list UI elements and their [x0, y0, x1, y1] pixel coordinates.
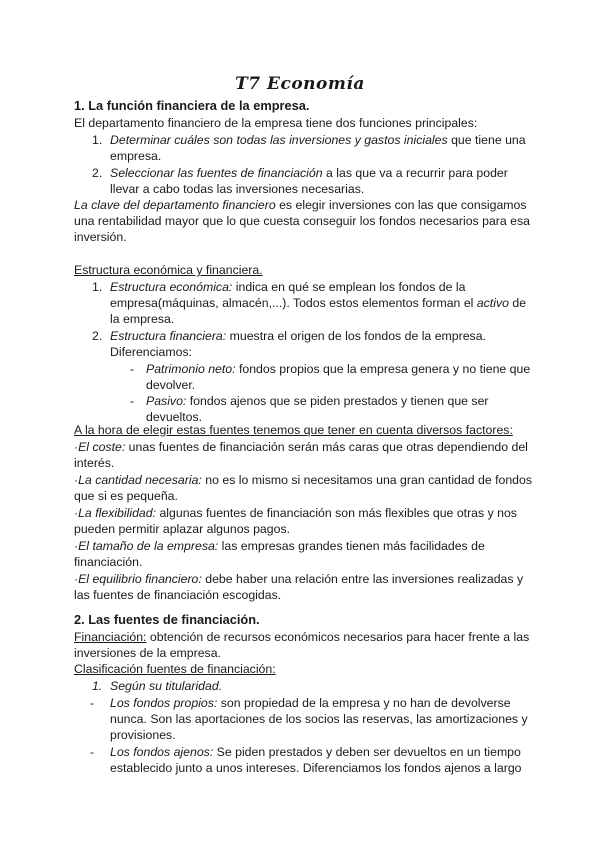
factor-flexibility	[74, 505, 517, 521]
classification-item-1: Según su titularidad.	[110, 679, 223, 693]
economic-structure-text-a: empresa(máquinas, almacén,...). Todos estos elementos forman el	[110, 296, 477, 310]
key-paragraph	[74, 197, 527, 213]
own-funds-text-cont-1: nunca. Son las aportaciones de los socios las reservas, las amortizaciones y	[110, 712, 528, 726]
factor-cost-cont: interés.	[74, 456, 115, 470]
own-funds-text: son propiedad de la empresa y no han de devolverse	[217, 696, 511, 710]
financial-structure-text-cont: Diferenciamos:	[110, 345, 193, 359]
list-number: 2.	[92, 166, 103, 180]
financial-structure-term: Estructura financiera:	[110, 329, 227, 343]
list-item-external-funds	[110, 744, 521, 760]
factor-flexibility-text: algunas fuentes de financiación son más flexibles que otras y nos	[156, 506, 517, 520]
external-funds-text-cont: establecido junto a unos intereses. Diferenciamos los fondos ajenos a largo	[110, 761, 522, 775]
factor-amount-cont: que si es pequeña.	[74, 489, 178, 503]
financing-text-cont: inversiones de la empresa.	[74, 646, 221, 660]
section-1-heading: 1. La función financiera de la empresa.	[74, 98, 310, 113]
factor-cost-term: ·El coste:	[74, 440, 126, 454]
economic-structure-text-end: la empresa.	[110, 312, 175, 326]
function-2-term: Seleccionar las fuentes de financiación	[110, 166, 323, 180]
list-number: 1.	[92, 280, 103, 294]
factor-cost-text: unas fuentes de financiación serán más caras que otras dependiendo del	[125, 440, 528, 454]
classification-heading: Clasificación fuentes de financiación:	[74, 662, 276, 676]
factor-flexibility-term: ·La flexibilidad:	[74, 506, 157, 520]
factor-flexibility-cont: pueden permitir aplazar algunos pagos.	[74, 522, 291, 536]
list-number: 1.	[92, 679, 103, 693]
function-2-text: a las que va a recurrir para poder	[322, 166, 508, 180]
factor-balance-text: debe haber una relación entre las inversiones realizadas y	[201, 572, 524, 586]
dash-bullet: -	[130, 394, 135, 408]
key-text-cont-1: una rentabilidad mayor que lo que cuesta conseguir los fondos necesarios para esa	[74, 214, 530, 228]
patrimonio-neto-term: Patrimonio neto:	[146, 362, 236, 376]
structure-heading: Estructura económica y financiera.	[74, 263, 263, 277]
factor-size-term: ·El tamaño de la empresa:	[74, 539, 219, 553]
economic-structure-text-b: de	[508, 296, 527, 310]
financing-term: Financiación:	[74, 630, 147, 644]
factor-amount-term: ·La cantidad necesaria:	[74, 473, 202, 487]
list-item-pasivo	[146, 393, 489, 409]
dash-bullet: -	[90, 696, 95, 710]
list-item-function-2	[110, 165, 508, 181]
list-item-patrimonio-neto	[146, 361, 530, 377]
factor-balance-cont: las fuentes de financiación escogidas.	[74, 588, 282, 602]
factor-size-cont: financiación.	[74, 555, 143, 569]
own-funds-text-cont-2: provisiones.	[110, 728, 176, 742]
function-1-text: que tiene una	[447, 133, 526, 147]
factor-amount-text: no es lo mismo si necesitamos una gran cantidad de fondos	[201, 473, 532, 487]
economic-structure-text: indica en qué se emplean los fondos de la	[232, 280, 466, 294]
function-2-text-cont: llevar a cabo todas las inversiones necesarias.	[110, 182, 365, 196]
key-term: La clave del departamento financiero	[74, 198, 276, 212]
key-text-cont-2: inversión.	[74, 230, 127, 244]
page-title: T7 Economía	[235, 74, 365, 94]
pasivo-term: Pasivo:	[146, 394, 187, 408]
factor-balance-term: ·El equilibrio financiero:	[74, 572, 202, 586]
list-item-economic-structure	[110, 279, 465, 295]
list-item-function-1	[110, 132, 526, 148]
external-funds-text: Se piden prestados y deben ser devueltos en un tiempo	[213, 745, 521, 759]
financing-definition	[74, 629, 529, 645]
patrimonio-neto-text: fondos propios que la empresa genera y no tiene que	[235, 362, 531, 376]
activo-term: activo	[476, 296, 509, 310]
external-funds-term: Los fondos ajenos:	[110, 745, 214, 759]
factor-amount	[74, 472, 532, 488]
economic-structure-term: Estructura económica:	[110, 280, 233, 294]
factors-heading: A la hora de elegir estas fuentes tenemos que tener en cuenta diversos factores:	[74, 423, 513, 437]
pasivo-text-cont: devueltos.	[146, 410, 203, 424]
section-2-heading: 2. Las fuentes de financiación.	[74, 612, 260, 627]
factor-size	[74, 538, 485, 554]
dash-bullet: -	[130, 362, 135, 376]
list-number: 2.	[92, 329, 103, 343]
function-1-term: Determinar cuáles son todas las inversiones y gastos iniciales	[110, 133, 448, 147]
financial-structure-text: muestra el origen de los fondos de la empresa.	[226, 329, 486, 343]
patrimonio-neto-text-cont: devolver.	[146, 378, 196, 392]
factor-cost	[74, 439, 528, 455]
list-item-own-funds	[110, 695, 511, 711]
pasivo-text: fondos ajenos que se piden prestados y tienen que ser	[186, 394, 489, 408]
key-text: es elegir inversiones con las que consigamos	[275, 198, 527, 212]
section-1-intro: El departamento financiero de la empresa tiene dos funciones principales:	[74, 116, 478, 130]
economic-structure-text-cont	[110, 295, 526, 311]
factor-balance	[74, 571, 523, 587]
function-1-text-cont: empresa.	[110, 149, 162, 163]
dash-bullet: -	[90, 745, 95, 759]
financing-text: obtención de recursos económicos necesarios para hacer frente a las	[146, 630, 530, 644]
list-number: 1.	[92, 133, 103, 147]
list-item-financial-structure	[110, 328, 486, 344]
own-funds-term: Los fondos propios:	[110, 696, 218, 710]
factor-size-text: las empresas grandes tienen más facilidades de	[218, 539, 485, 553]
